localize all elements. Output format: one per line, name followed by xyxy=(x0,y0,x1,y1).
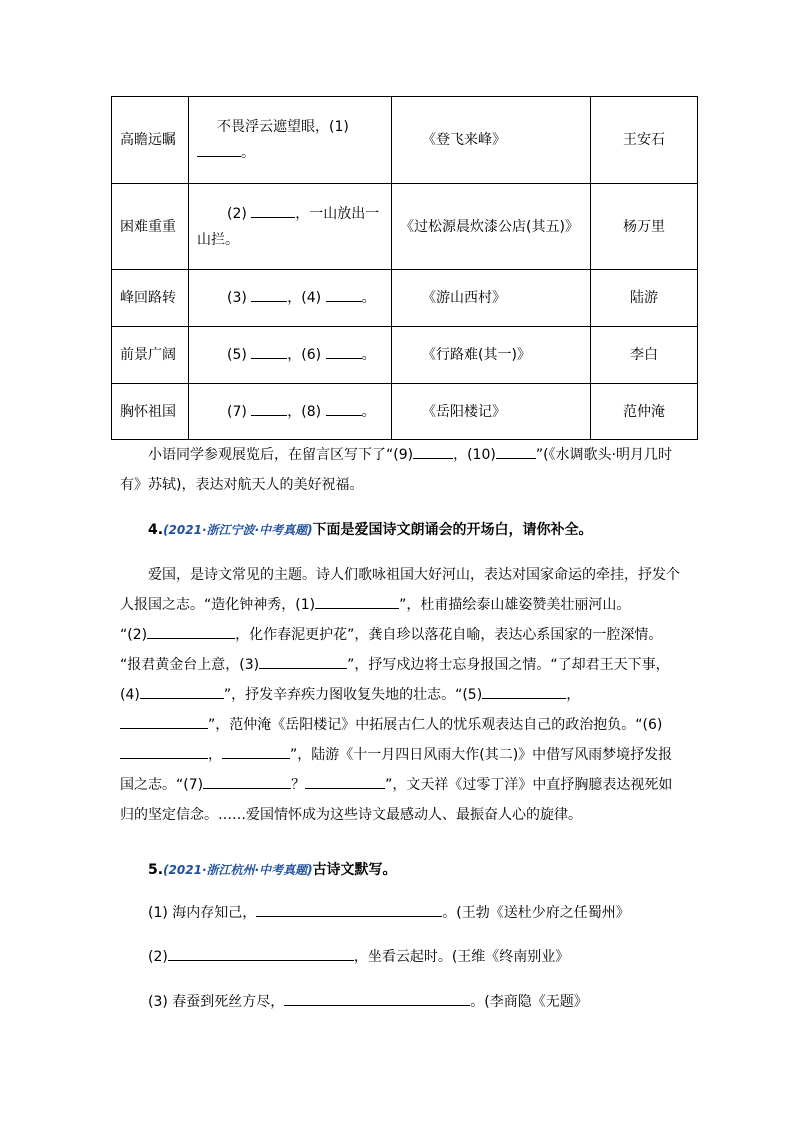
verse-cell xyxy=(189,270,392,327)
question-prompt: 古诗文默写。 xyxy=(312,862,397,878)
item-text: (2) xyxy=(148,949,168,965)
author-cell: 杨万里 xyxy=(591,184,698,270)
item-text: ，坐看云起时。(王维《终南别业》 xyxy=(353,949,570,965)
answer-blank-q5-3[interactable] xyxy=(284,991,470,1006)
paragraph-text: ”，抒发辛弃疾力图收复失地的壮志。“(5) xyxy=(223,687,483,703)
answer-blank-q4-3[interactable] xyxy=(259,654,347,669)
paragraph-text: 爱国，是诗文常见的主题。诗人们歌咏祖国大好河山，表达对国家命运的牵挂，抒发个人报国之志。“造化钟神秀，(1) xyxy=(120,567,680,613)
paragraph-text: (4) xyxy=(120,687,140,703)
verse-text: (3) xyxy=(227,290,247,306)
question-number: 5. xyxy=(148,862,164,878)
answer-blank-q4-6b[interactable] xyxy=(222,744,290,759)
answer-blank-8[interactable] xyxy=(326,401,362,416)
paragraph-text: “报君黄金台上意，(3) xyxy=(120,657,260,673)
verse-text: ，(6) xyxy=(287,347,322,363)
question-5-item xyxy=(120,898,680,928)
answer-blank-9[interactable] xyxy=(413,444,453,459)
question-number: 4. xyxy=(148,522,164,538)
paragraph-text: ”，陆游《十一月四日风雨大作(其二)》中借写风雨梦境抒发报国之志。“(7) xyxy=(120,747,673,793)
answer-blank-q4-5a[interactable] xyxy=(482,684,566,699)
paragraph-text: ， xyxy=(208,747,222,763)
theme-cell: 峰回路转 xyxy=(112,270,189,327)
paragraph-text: ，(10) xyxy=(453,447,496,463)
answer-blank-q5-2[interactable] xyxy=(168,946,354,961)
verse-text: 。 xyxy=(361,290,376,306)
paragraph-text: ”(《水调歌头·明月几时有》苏轼)，表达对航天人的美好祝福。 xyxy=(120,447,673,493)
item-text: (1) 海内存知己， xyxy=(148,905,257,921)
paragraph-text: ， xyxy=(566,687,581,703)
question-5-header xyxy=(120,855,680,885)
author-cell: 陆游 xyxy=(591,270,698,327)
question-4-body xyxy=(120,560,680,830)
table-row xyxy=(112,270,698,327)
verse-cell xyxy=(189,327,392,384)
answer-blank-q4-7b[interactable] xyxy=(305,774,385,789)
verse-cell xyxy=(189,184,392,270)
title-cell: 《游山西村》 xyxy=(392,270,591,327)
question-5-item xyxy=(120,987,680,1017)
paragraph-text: ”，文天祥《过零丁洋》中直抒胸臆表达视死如归的坚定信念。……爱国情怀成为这些诗文最感动人、最振奋人心的旋律。 xyxy=(120,777,673,823)
table-row xyxy=(112,327,698,384)
answer-blank-1[interactable] xyxy=(197,142,241,157)
verse-text: 。 xyxy=(241,145,255,161)
paragraph-text: ”，杜甫描绘泰山雄姿赞美壮丽河山。 xyxy=(399,597,631,613)
paragraph-text: ？ xyxy=(291,777,306,793)
theme-cell: 胸怀祖国 xyxy=(112,384,189,440)
answer-blank-q4-4[interactable] xyxy=(140,684,224,699)
author-cell: 李白 xyxy=(591,327,698,384)
answer-blank-q4-6a[interactable] xyxy=(120,744,208,759)
after-table-paragraph xyxy=(120,440,680,500)
title-cell: 《登飞来峰》 xyxy=(392,97,591,184)
author-cell: 王安石 xyxy=(591,97,698,184)
verse-text: (7) xyxy=(227,403,247,420)
verse-text: ，(8) xyxy=(287,403,322,420)
item-text: 。(王勃《送杜少府之任蜀州》 xyxy=(442,905,630,921)
table-row xyxy=(112,97,698,184)
poem-table xyxy=(111,96,698,440)
item-text: (3) 春蚕到死丝方尽， xyxy=(148,994,285,1010)
answer-blank-q4-5b[interactable] xyxy=(120,714,208,729)
theme-cell: 高瞻远瞩 xyxy=(112,97,189,184)
author-cell: 范仲淹 xyxy=(591,384,698,440)
paragraph-text: ”，范仲淹《岳阳楼记》中拓展古仁人的忧乐观表达自己的政治抱负。“(6) xyxy=(208,717,663,733)
question-source: (2021·浙江杭州·中考真题) xyxy=(163,863,313,877)
title-cell: 《行路难(其一)》 xyxy=(392,327,591,384)
table-row xyxy=(112,384,698,440)
question-source: (2021·浙江宁波·中考真题) xyxy=(163,523,313,537)
answer-blank-q4-1[interactable] xyxy=(315,594,399,609)
verse-text: ，一山放出一山拦。 xyxy=(197,205,380,248)
answer-blank-4[interactable] xyxy=(326,287,362,302)
verse-text: ，(4) xyxy=(287,290,322,306)
verse-text: 不畏浮云遮望眼，(1) xyxy=(217,119,349,135)
answer-blank-7[interactable] xyxy=(251,401,287,416)
question-4-header xyxy=(120,515,680,545)
paragraph-text: ”，抒写戍边将士忘身报国之情。“了却君王天下事， xyxy=(347,657,670,673)
answer-blank-10[interactable] xyxy=(496,444,536,459)
table-row xyxy=(112,184,698,270)
item-text: 。(李商隐《无题》 xyxy=(470,994,588,1010)
paragraph-text: “(2) xyxy=(120,627,148,643)
answer-blank-q4-7a[interactable] xyxy=(203,774,291,789)
verse-text: 。 xyxy=(361,347,376,363)
verse-cell xyxy=(189,384,392,440)
verse-text: (5) xyxy=(227,347,247,363)
question-5-item xyxy=(120,942,680,972)
theme-cell: 前景广阔 xyxy=(112,327,189,384)
title-cell: 《过松源晨炊漆公店(其五)》 xyxy=(392,184,591,270)
paragraph-text: ，化作春泥更护花”，龚自珍以落花自喻，表达心系国家的一腔深情。 xyxy=(235,627,663,643)
verse-cell xyxy=(189,97,392,184)
verse-text: (2) xyxy=(227,205,247,222)
theme-cell: 困难重重 xyxy=(112,184,189,270)
answer-blank-q5-1[interactable] xyxy=(256,902,442,917)
paragraph-text: 小语同学参观展览后，在留言区写下了“(9) xyxy=(148,447,414,463)
answer-blank-2[interactable] xyxy=(251,203,295,218)
answer-blank-3[interactable] xyxy=(251,287,287,302)
answer-blank-6[interactable] xyxy=(326,344,362,359)
answer-blank-5[interactable] xyxy=(251,344,287,359)
verse-text: 。 xyxy=(361,403,376,420)
question-prompt: 下面是爱国诗文朗诵会的开场白，请你补全。 xyxy=(312,522,593,538)
title-cell: 《岳阳楼记》 xyxy=(392,384,591,440)
answer-blank-q4-2[interactable] xyxy=(147,624,235,639)
